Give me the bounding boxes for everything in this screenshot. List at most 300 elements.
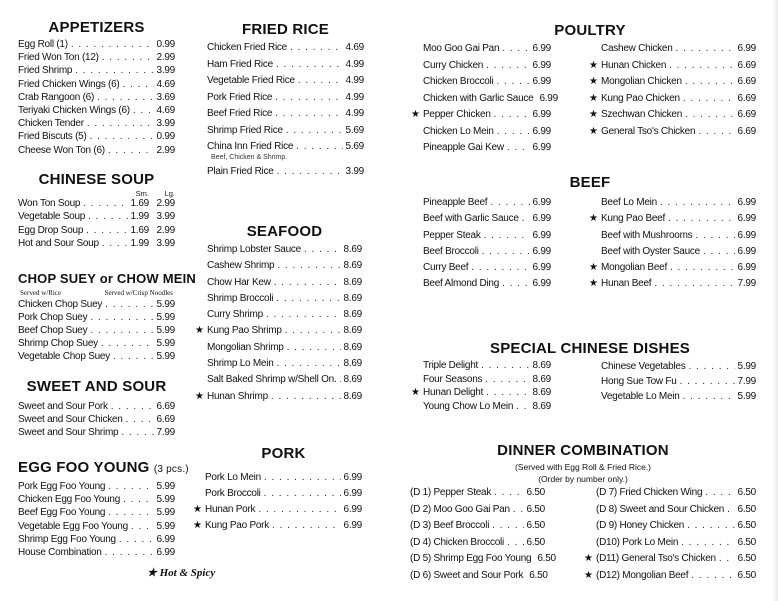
dot-leader [685, 107, 734, 124]
dot-leader [271, 389, 341, 405]
item-name: Egg Roll (1) [18, 39, 68, 50]
spicy-star-icon: ★ [411, 387, 420, 398]
section-title [18, 458, 189, 478]
dot-leader [88, 210, 127, 223]
dot-leader [494, 107, 530, 124]
item-price: 6.99 [532, 197, 551, 208]
item-name: House Combination [18, 546, 102, 558]
page-fold-shadow [772, 0, 778, 601]
item-name: Kung Pao Chicken [601, 92, 680, 104]
dot-leader [277, 164, 343, 181]
menu-item [207, 356, 362, 372]
menu-item [18, 324, 175, 337]
section-seafood [195, 222, 362, 405]
item-column [584, 485, 756, 584]
menu-item [601, 228, 756, 244]
dot-leader [705, 485, 734, 502]
section-title-text: EGG FOO YOUNG [18, 459, 150, 476]
item-list [193, 470, 362, 534]
item-price: 5.99 [156, 312, 175, 323]
item-price: 6.50 [526, 503, 545, 515]
item-price: 8.69 [343, 292, 362, 304]
dot-leader [494, 485, 523, 502]
item-name: Beef Chop Suey [18, 325, 88, 336]
menu-item [423, 140, 551, 157]
item-price: 7.99 [737, 376, 756, 387]
item-name: Pork Egg Foo Young [18, 481, 106, 492]
item-list [18, 38, 175, 157]
spicy-star-icon: ★ [193, 504, 202, 515]
item-price: 6.50 [737, 553, 756, 564]
menu-item [207, 242, 362, 258]
dot-leader [484, 228, 530, 244]
dot-leader [304, 242, 341, 258]
item-price: 6.69 [737, 76, 756, 87]
item-price: 6.69 [156, 401, 175, 412]
item-price: 3.99 [345, 165, 364, 177]
item-name: Curry Chicken [423, 59, 484, 71]
menu-item [18, 520, 175, 533]
item-name: (D 9) Honey Chicken [596, 520, 685, 531]
item-price: 3.99 [156, 118, 175, 130]
item-name: Hot and Sour Soup [18, 237, 99, 249]
item-price: 4.99 [345, 75, 364, 86]
item-column [410, 485, 556, 584]
item-price: 6.99 [343, 504, 362, 515]
menu-item [601, 244, 756, 260]
dot-leader [276, 291, 340, 307]
dot-leader [264, 486, 341, 502]
menu-item [423, 373, 551, 387]
section-title-text: SWEET AND SOUR [26, 378, 167, 395]
item-name: Beef Broccoli [423, 245, 479, 257]
menu-item [18, 533, 175, 546]
dot-leader [113, 350, 154, 363]
item-name: Pork Fried Rice [207, 91, 273, 103]
dot-leader [123, 493, 153, 506]
section-title-note: (3 pcs.) [153, 464, 189, 475]
item-price: 6.99 [532, 43, 551, 54]
section-sweetsour [18, 377, 175, 440]
item-price: 6.99 [343, 520, 362, 531]
section-title-text: DINNER COMBINATION [497, 442, 669, 459]
dot-leader [111, 400, 154, 413]
menu-item [601, 389, 756, 404]
item-name: General Tso's Chicken [601, 125, 696, 137]
item-name: Vegetable Chop Suey [18, 351, 110, 362]
item-price: 8.69 [343, 309, 362, 321]
dot-leader [670, 260, 735, 276]
spicy-star-icon: ★ [584, 569, 593, 581]
menu-item [18, 337, 175, 350]
dot-leader [266, 307, 341, 323]
item-name: Shrimp Lobster Sauce [207, 244, 301, 255]
item-price: 4.69 [345, 42, 364, 53]
menu-item [207, 372, 362, 388]
item-price-large: 3.99 [156, 211, 175, 223]
dot-leader [676, 41, 735, 58]
item-price: 6.99 [737, 197, 756, 208]
dot-leader [490, 195, 529, 211]
item-name: Kung Pao Beef [601, 213, 666, 225]
item-name: Shrimp Egg Foo Young [18, 533, 116, 545]
item-name: Fried Shrimp [18, 65, 73, 77]
spicy-star-icon: ★ [589, 213, 598, 225]
item-price: 3.69 [156, 91, 175, 103]
item-column [411, 359, 551, 413]
item-price: 8.69 [532, 400, 551, 412]
item-list [18, 400, 175, 440]
item-price: 5.99 [156, 351, 175, 362]
item-name: Teriyaki Chicken Wings (6) [18, 104, 130, 116]
item-price: 6.99 [737, 245, 756, 257]
menu-item [18, 130, 175, 143]
item-name: Egg Drop Soup [18, 224, 84, 236]
item-name: Cashew Shrimp [207, 260, 275, 272]
menu-item [601, 374, 756, 389]
item-price: 6.99 [532, 59, 551, 71]
section-title-text: SEAFOOD [246, 223, 323, 240]
menu-item [195, 323, 362, 339]
dot-leader [668, 211, 735, 227]
dot-leader [339, 372, 340, 388]
menu-item [18, 64, 175, 77]
menu-item [596, 485, 756, 502]
item-name: Sweet and Sour Chicken [18, 414, 123, 426]
section-title [423, 339, 757, 359]
item-name: Moo Goo Gai Pan [423, 43, 500, 54]
item-name: Crab Rangoon (6) [18, 91, 95, 103]
item-list [18, 480, 175, 559]
item-name: Chicken Tender [18, 118, 84, 130]
item-price: 6.99 [156, 533, 175, 545]
item-name: Mongolian Beef [601, 262, 667, 274]
spicy-star-icon: ★ [411, 109, 420, 120]
menu-item [423, 260, 551, 276]
menu-item [207, 139, 364, 156]
dot-leader [119, 533, 154, 546]
item-price: 5.69 [345, 124, 364, 136]
section-subtitle: (Served with Egg Roll & Fried Rice.) [514, 462, 652, 472]
dot-leader [507, 140, 530, 157]
dot-leader [669, 58, 734, 75]
size-large-label: Lg. [164, 189, 175, 198]
menu-item [589, 124, 756, 141]
section-title [207, 222, 362, 242]
item-price-large: 2.99 [156, 198, 175, 209]
menu-item [423, 124, 551, 141]
menu-item [207, 258, 362, 274]
section-title-text: SPECIAL CHINESE DISHES [489, 340, 690, 357]
dot-leader [513, 502, 524, 519]
item-price: 4.69 [156, 104, 175, 116]
item-price: 4.99 [345, 91, 364, 103]
item-price: 8.69 [343, 260, 362, 272]
section-poultry [411, 21, 757, 157]
dot-leader [654, 276, 734, 292]
item-price: 6.99 [532, 245, 551, 257]
section-title-text: CHOP SUEY or CHOW MEIN [18, 271, 196, 286]
item-price: 1.69 [130, 198, 149, 209]
dot-leader [277, 258, 340, 274]
menu-item [18, 480, 175, 493]
menu-item [596, 502, 756, 519]
item-name: Hunan Shrimp [207, 390, 268, 402]
item-name: (D 5) Shrimp Egg Foo Young [410, 553, 532, 564]
item-name: Curry Beef [423, 262, 469, 274]
item-name: Pork Chop Suey [18, 312, 88, 323]
item-name: Won Ton Soup [18, 198, 81, 209]
dot-leader [276, 57, 343, 74]
dot-leader [727, 502, 734, 519]
menu-item [207, 106, 364, 123]
item-price: 5.69 [345, 141, 364, 152]
item-name: Chicken Egg Foo Young [18, 494, 121, 506]
spicy-star-icon: ★ [589, 76, 598, 87]
menu-item [18, 197, 175, 210]
dot-leader [71, 38, 154, 51]
dot-leader [75, 64, 153, 77]
menu-item [18, 311, 175, 324]
menu-item [207, 123, 364, 140]
item-name: (D 8) Sweet and Sour Chicken [596, 503, 725, 515]
menu-item [589, 58, 756, 75]
item-price: 7.99 [737, 278, 756, 290]
section-title-text: BEEF [569, 174, 611, 191]
item-price: 5.99 [737, 391, 756, 402]
dot-leader [522, 211, 530, 227]
menu-item [601, 359, 756, 374]
section-title [423, 21, 757, 41]
section-title [18, 377, 175, 397]
dot-leader [680, 374, 735, 389]
dot-leader [126, 413, 154, 426]
item-name: Chinese Vegetables [601, 361, 686, 372]
dot-leader [105, 546, 154, 559]
dot-leader [507, 535, 524, 552]
item-name: (D 2) Moo Goo Gai Pan [410, 503, 510, 515]
dot-leader [496, 74, 529, 91]
section-title [205, 444, 362, 464]
item-name: Triple Delight [423, 360, 479, 371]
menu-item [18, 298, 175, 311]
section-friedrice [207, 20, 364, 180]
size-header [18, 190, 175, 197]
item-name: Chicken with Garlic Sauce [423, 92, 534, 104]
section-beef [423, 173, 757, 293]
item-price: 6.99 [539, 92, 558, 104]
item-name: Fried Biscuts (5) [18, 131, 87, 143]
item-price: 5.99 [156, 299, 175, 310]
item-price: 6.99 [737, 262, 756, 274]
spicy-star-icon: ★ [584, 553, 593, 564]
item-name: Young Chow Lo Mein [423, 400, 514, 412]
item-price: 4.99 [345, 108, 364, 119]
dot-leader [90, 311, 153, 324]
item-name: Pepper Steak [423, 229, 481, 241]
item-name: Ham Fried Rice [207, 58, 273, 70]
dot-leader [481, 359, 529, 373]
spicy-star-icon: ★ [589, 125, 598, 137]
item-price: 6.50 [737, 503, 756, 515]
item-name: Shrimp Fried Rice [207, 124, 283, 136]
item-name: Sweet and Sour Pork [18, 401, 108, 412]
item-name: Chicken Fried Rice [207, 42, 287, 53]
dot-leader [298, 73, 343, 90]
dot-leader [683, 91, 735, 108]
item-price: 6.50 [529, 569, 548, 581]
menu-item [596, 535, 756, 552]
item-price: 8.69 [343, 244, 362, 255]
item-columns [423, 195, 757, 293]
dot-leader [86, 224, 127, 237]
item-price: 2.99 [156, 144, 175, 156]
item-price: 6.69 [737, 109, 756, 120]
section-subtitle: (Order by number only.) [538, 474, 628, 484]
menu-item [423, 359, 551, 373]
item-name: Hunan Delight [423, 387, 484, 398]
menu-item [423, 91, 558, 108]
section-dinner [410, 441, 756, 584]
dot-leader [685, 74, 735, 91]
item-price: 5.99 [737, 361, 756, 372]
menu-item [411, 107, 551, 124]
item-name: Pineapple Beef [423, 197, 488, 208]
item-price: 6.69 [156, 414, 175, 426]
menu-item [589, 276, 756, 292]
item-price: 6.50 [526, 520, 545, 531]
spicy-star-icon: ★ [589, 278, 598, 290]
menu-item [18, 117, 175, 130]
item-name: Vegetable Soup [18, 211, 86, 223]
menu-item [423, 195, 551, 211]
menu-item [18, 400, 175, 413]
item-price: 6.69 [737, 59, 756, 71]
item-price: 6.99 [532, 142, 551, 153]
item-price: 6.99 [532, 76, 551, 87]
menu-item [193, 518, 362, 534]
menu-item [205, 470, 362, 486]
item-name: Beef with Oyster Sauce [601, 245, 700, 257]
item-price: 8.69 [532, 373, 551, 385]
section-eggfoo [18, 458, 189, 559]
menu-item [410, 535, 545, 552]
item-price: 6.99 [532, 213, 551, 225]
item-name: Mongolian Chicken [601, 76, 682, 87]
item-name: Shrimp Lo Mein [207, 358, 274, 370]
item-name: Chicken Lo Mein [423, 125, 494, 137]
item-columns [410, 485, 756, 584]
dot-leader [485, 373, 529, 387]
item-name: Shrimp Chop Suey [18, 338, 98, 349]
menu-item [423, 400, 551, 414]
item-name: (D10) Pork Lo Mein [596, 536, 679, 548]
menu-item [207, 57, 364, 74]
menu-item [411, 386, 551, 400]
item-price: 6.99 [532, 229, 551, 241]
item-price: 6.99 [737, 213, 756, 225]
item-name: Hunan Chicken [601, 59, 667, 71]
item-name: Beef with Garlic Sauce [423, 213, 519, 225]
item-name: Szechwan Chicken [601, 109, 683, 120]
section-title-text: FRIED RICE [241, 21, 329, 38]
item-name: Four Seasons [423, 373, 483, 385]
dot-leader [688, 359, 734, 374]
menu-item [18, 210, 175, 223]
dot-leader [90, 130, 154, 143]
item-name: Pepper Chicken [423, 109, 491, 120]
dot-leader [108, 480, 153, 493]
spicy-star-icon: ★ [589, 92, 598, 104]
dot-leader [272, 518, 341, 534]
item-name: Beef Almond Ding [423, 278, 500, 290]
menu-item [423, 41, 551, 58]
menu-item [18, 413, 175, 426]
menu-item [423, 211, 551, 227]
menu-item [601, 41, 756, 58]
dot-leader [90, 324, 153, 337]
dot-leader [492, 518, 523, 535]
dot-leader [691, 568, 734, 585]
menu-item [195, 389, 362, 405]
menu-item [207, 275, 362, 291]
menu-item [423, 244, 551, 260]
dot-leader [133, 104, 154, 117]
item-price: 6.50 [737, 520, 756, 531]
item-name: Mongolian Shrimp [207, 341, 284, 353]
menu-item [205, 486, 362, 502]
item-price-large: 3.99 [156, 237, 175, 249]
section-pork [193, 444, 362, 534]
menu-item [18, 426, 175, 439]
dot-leader [87, 117, 154, 130]
item-price: 6.99 [532, 262, 551, 274]
size-small-label: Sm. [135, 189, 149, 198]
item-name: Vegetable Lo Mein [601, 391, 680, 402]
menu-item [410, 551, 556, 568]
item-price: 1.69 [130, 224, 149, 236]
item-columns [411, 359, 757, 413]
section-title-text: APPETIZERS [48, 19, 145, 36]
item-price: 6.50 [526, 536, 545, 548]
menu-item [410, 518, 545, 535]
menu-item [584, 551, 756, 568]
item-price: 6.50 [737, 487, 756, 498]
item-price: 0.99 [156, 131, 175, 143]
menu-item [423, 58, 551, 75]
spicy-star-icon: ★ [195, 325, 204, 337]
item-name: Chicken Broccoli [423, 76, 494, 87]
item-price: 6.99 [737, 229, 756, 241]
item-price: 6.50 [737, 569, 756, 581]
section-title-text: PORK [261, 445, 306, 462]
menu-item [423, 276, 551, 292]
section-appetizers [18, 18, 175, 157]
menu-item [207, 73, 364, 90]
dot-leader [695, 228, 734, 244]
dot-leader [486, 58, 529, 75]
item-price: 6.69 [737, 125, 756, 137]
item-name: Pork Lo Mein [205, 472, 261, 483]
dot-leader [83, 197, 127, 210]
item-name: Sweet and Sour Shrimp [18, 427, 119, 439]
item-list [207, 40, 364, 180]
menu-item [410, 568, 548, 585]
item-price: 1.99 [130, 211, 149, 223]
dot-leader [275, 90, 342, 107]
served-noodles-label: Served w/Crisp Noodles [104, 289, 173, 297]
item-price: 8.69 [532, 387, 551, 398]
